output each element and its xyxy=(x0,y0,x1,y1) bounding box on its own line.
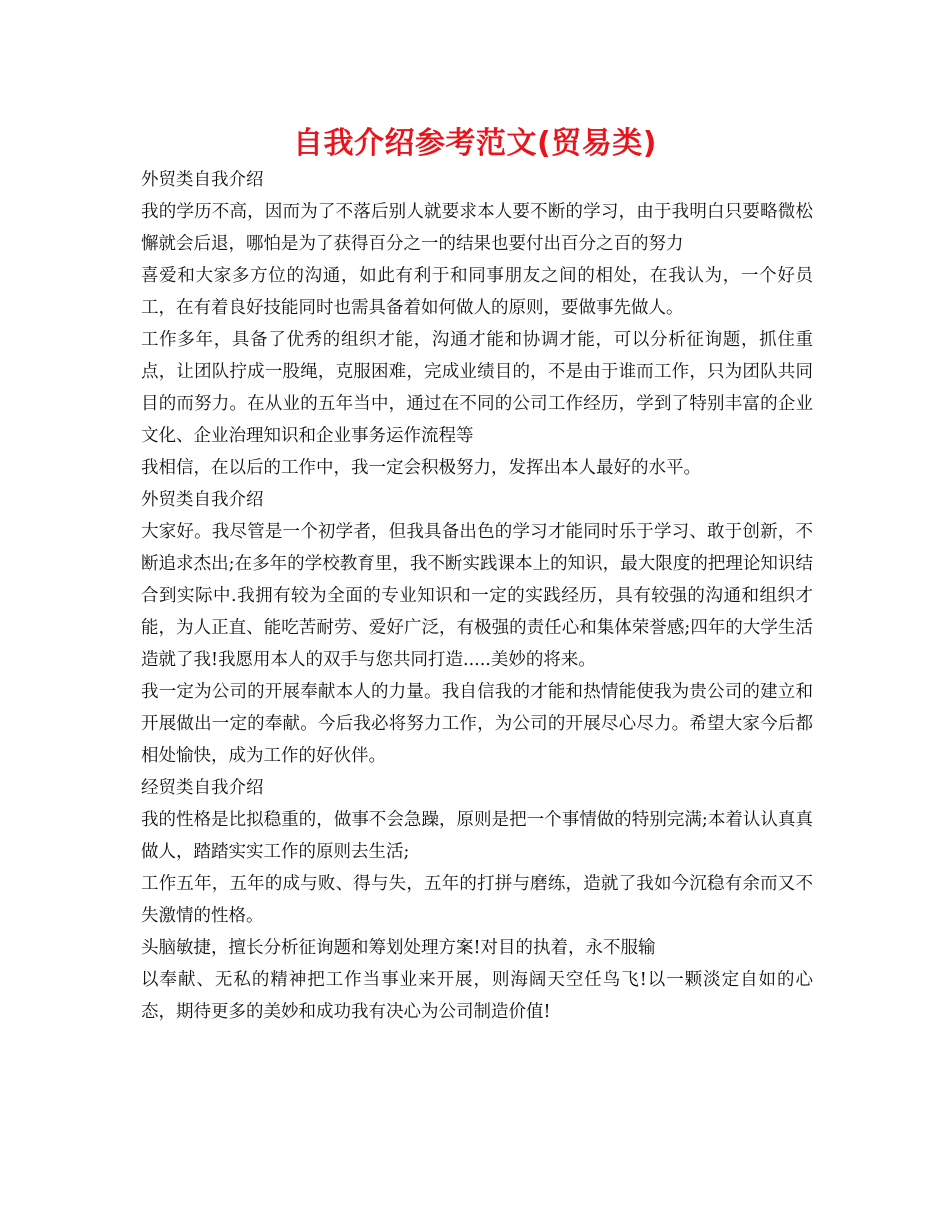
document-body xyxy=(141,164,813,1028)
paragraph: 喜爱和大家多方位的沟通，如此有利于和同事朋友之间的相处，在我认为，一个好员工，在有着良好技能同时也需具备着如何做人的原则，要做事先做人。 xyxy=(141,266,813,318)
paragraph: 我一定为公司的开展奉献本人的力量。我自信我的才能和热情能使我为贵公司的建立和开展做出一定的奉献。今后我必将努力工作，为公司的开展尽心尽力。希望大家今后都相处愉快，成为工作的好伙伴。 xyxy=(141,682,813,766)
paragraph: 我相信，在以后的工作中，我一定会积极努力，发挥出本人最好的水平。 xyxy=(141,458,701,478)
paragraph: 我的性格是比拟稳重的，做事不会急躁，原则是把一个事情做的特别完满;本着认认真真做人，踏踏实实工作的原则去生活; xyxy=(141,810,813,862)
paragraph: 工作五年，五年的成与败、得与失，五年的打拼与磨练，造就了我如今沉稳有余而又不失激情的性格。 xyxy=(141,874,813,926)
paragraph: 大家好。我尽管是一个初学者，但我具备出色的学习才能同时乐于学习、敢于创新，不断追求杰出;在多年的学校教育里，我不断实践课本上的知识，最大限度的把理论知识结合到实际中.我拥有较为全面的专业知识和一定的实践经历，具有较强的沟通和组织才能，为人正直、能吃苦耐劳、爱好广泛，有极强的责任心和集体荣誉感;四年的大学生活造就了我!我愿用本人的双手与您共同打造.....美妙的将来。 xyxy=(141,522,813,670)
document-title: 自我介绍参考范文(贸易类) xyxy=(293,126,657,161)
paragraph: 工作多年，具备了优秀的组织才能，沟通才能和协调才能，可以分析征询题，抓住重点，让团队拧成一股绳，克服困难，完成业绩目的，不是由于谁而工作，只为团队共同目的而努力。在从业的五年当中，通过在不同的公司工作经历，学到了特别丰富的企业文化、企业治理知识和企业事务运作流程等 xyxy=(141,330,813,446)
paragraph: 头脑敏捷，擅长分析征询题和筹划处理方案!对目的执着，永不服输 xyxy=(141,938,656,958)
paragraph: 以奉献、无私的精神把工作当事业来开展，则海阔天空任鸟飞!以一颗淡定自如的心态，期待更多的美妙和成功我有决心为公司制造价值! xyxy=(141,970,813,1022)
section-heading: 外贸类自我介绍 xyxy=(141,490,264,510)
paragraph: 我的学历不高，因而为了不落后别人就要求本人要不断的学习，由于我明白只要略微松懈就会后退，哪怕是为了获得百分之一的结果也要付出百分之百的努力 xyxy=(141,202,813,254)
section-heading: 经贸类自我介绍 xyxy=(141,778,264,798)
section-heading: 外贸类自我介绍 xyxy=(141,170,264,190)
